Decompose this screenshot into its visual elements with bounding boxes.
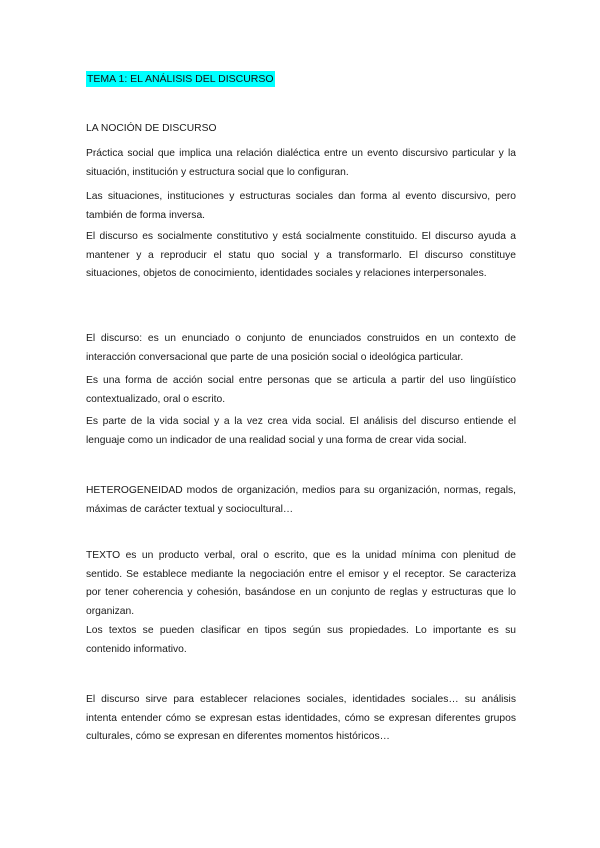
paragraph-texto: TEXTO es un producto verbal, oral o escrito, que es la unidad mínima con plenitud de sentido. Se establece mediante la negociación entre el emisor y el receptor. Se caracteriza por tener coherencia y cohesión, basándose en un conjunto de reglas y estructuras que lo organizan. [86, 550, 516, 617]
section-heading: LA NOCIÓN DE DISCURSO [86, 123, 217, 134]
paragraph-6: Es parte de la vida social y a la vez crea vida social. El análisis del discurso entiende el lenguaje como un indicador de una realidad social y una forma de crear vida social. [86, 416, 516, 446]
paragraph-textos-tipos: Los textos se pueden clasificar en tipos según sus propiedades. Lo importante es su contenido informativo. [86, 625, 516, 655]
paragraph-4: El discurso: es un enunciado o conjunto de enunciados construidos en un contexto de interacción conversacional que parte de una posición social o ideológica particular. [86, 333, 516, 363]
paragraph-heterogeneidad: HETEROGENEIDAD modos de organización, medios para su organización, normas, regals, máximas de carácter textual y sociocultural… [86, 485, 516, 515]
paragraph-3: El discurso es socialmente constitutivo y está socialmente constituido. El discurso ayuda a mantener y a reproducir el statu quo social y a transformarlo. El discurso constituye situaciones, objetos de conocimiento, identidades sociales y relaciones interpersonales. [86, 231, 516, 279]
paragraph-5: Es una forma de acción social entre personas que se articula a partir del uso lingüístico contextualizado, oral o escrito. [86, 375, 516, 405]
paragraph-2: Las situaciones, instituciones y estructuras sociales dan forma al evento discursivo, pero también de forma inversa. [86, 191, 516, 221]
document-title: TEMA 1: EL ANÁLISIS DEL DISCURSO [87, 73, 274, 85]
paragraph-conclusion: El discurso sirve para establecer relaciones sociales, identidades sociales… su análisis intenta entender cómo se expresan estas identidades, cómo se expresan diferentes grupos culturales, cómo se expresan en diferentes momentos históricos… [86, 694, 516, 742]
paragraph-1: Práctica social que implica una relación dialéctica entre un evento discursivo particular y la situación, institución y estructura social que lo configuran. [86, 148, 516, 178]
